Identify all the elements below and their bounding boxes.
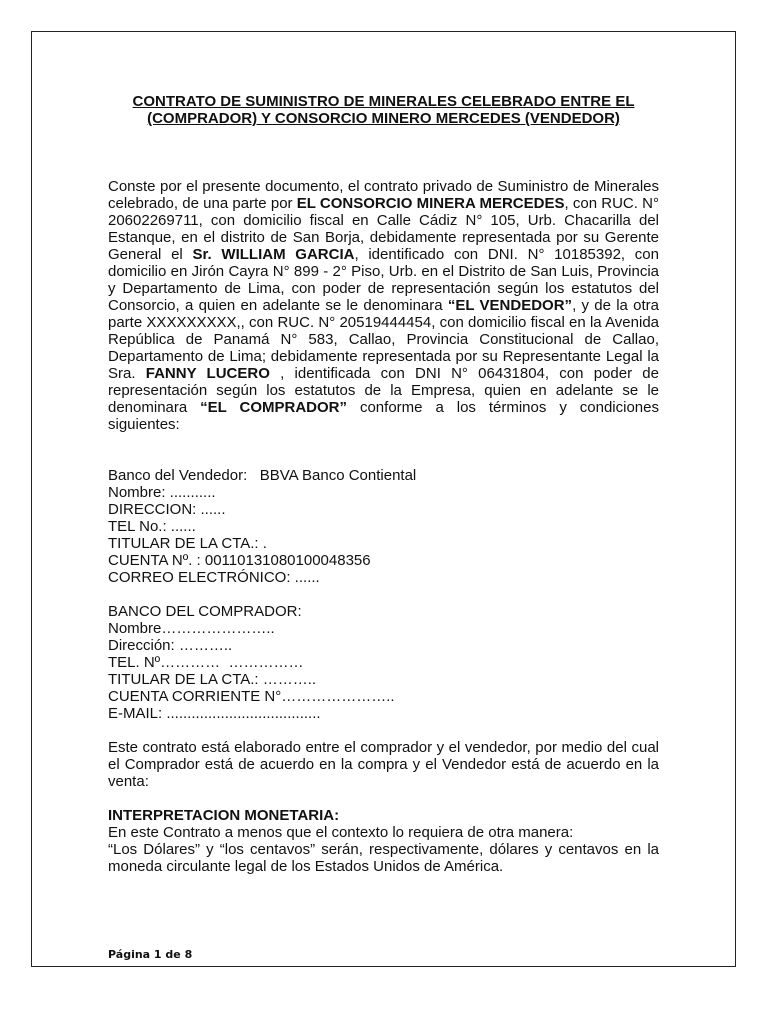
seller-representative: Sr. WILLIAM GARCIA [192, 246, 355, 263]
document-body [108, 93, 659, 875]
seller-company-name: EL CONSORCIO MINERA MERCEDES [296, 195, 565, 212]
seller-bank-line: Nombre: ........... [108, 484, 216, 501]
monetary-line-2: “Los Dólares” y “los centavos” serán, respectivamente, dólares y centavos en la moneda circulante legal de los Estados Unidos de América. [108, 841, 659, 875]
seller-bank-line: DIRECCION: ...... [108, 501, 226, 518]
buyer-bank-line: BANCO DEL COMPRADOR: [108, 603, 302, 620]
seller-bank-line: Banco del Vendedor: BBVA Banco Contiental [108, 467, 417, 484]
document-title [108, 93, 659, 127]
buyer-bank-line: Dirección: ……….. [108, 637, 233, 654]
buyer-bank-line: CUENTA CORRIENTE N°………………….. [108, 688, 395, 705]
buyer-bank-line: Nombre………………….. [108, 620, 275, 637]
buyer-bank-block [108, 603, 659, 722]
title-line-2: (COMPRADOR) Y CONSORCIO MINERO MERCEDES (VENDEDOR) [147, 110, 620, 127]
buyer-designation: “EL COMPRADOR” [200, 399, 348, 416]
seller-bank-line: TITULAR DE LA CTA.: . [108, 535, 267, 552]
intro-text-2: , con RUC. N° 20602269711, con domicilio fiscal en Calle Cádiz N° 105, Urb. Chacarilla del Estanque, en el distrito de San Borja, debidamente representada por su Gerente General el [108, 195, 659, 263]
page-number: Página 1 de 8 [108, 948, 193, 961]
closing-paragraph: Este contrato está elaborado entre el comprador y el vendedor, por medio del cual el Comprador está de acuerdo en la compra y el Vendedor está de acuerdo en la venta: [108, 739, 659, 790]
buyer-bank-line: TEL. Nº………… …………… [108, 654, 304, 671]
monetary-line-1: En este Contrato a menos que el contexto lo requiera de otra manera: [108, 824, 574, 841]
seller-bank-block [108, 467, 659, 586]
buyer-representative: FANNY LUCERO [145, 365, 270, 382]
seller-bank-line: CORREO ELECTRÓNICO: ...... [108, 569, 320, 586]
title-line-1: CONTRATO DE SUMINISTRO DE MINERALES CELEBRADO ENTRE EL [132, 93, 635, 110]
buyer-bank-line: E-MAIL: ..................................... [108, 705, 321, 722]
buyer-bank-line: TITULAR DE LA CTA.: ……….. [108, 671, 317, 688]
seller-designation: “EL VENDEDOR” [447, 297, 573, 314]
intro-text-5: , identificada con DNI N° 06431804, con poder de representación según los estatutos de la Empresa, quien en adelante se le denominara [108, 365, 659, 416]
intro-text-4: , y de la otra parte XXXXXXXXX,, con RUC. N° 20519444454, con domicilio fiscal en la Avenida República de Panamá N° 583, Callao, Provincia Constitucional de Callao, Departamento de Lima; debidamente representada por su Representante Legal la Sra. [108, 297, 660, 382]
intro-paragraph [108, 178, 659, 433]
seller-bank-line: CUENTA Nº. : 0011013108010004835​6 [108, 552, 371, 569]
seller-bank-line: TEL No.: ...... [108, 518, 196, 535]
intro-text-3: , identificado con DNI. N° 10185392, con domicilio en Jirón Cayra N° 899 - 2° Piso, Urb. en el Distrito de San Luis, Provincia y Departamento de Lima, con poder de representación según los estatutos del Consorcio, a quien en adelante se le denominara [108, 246, 659, 314]
monetary-heading: INTERPRETACION MONETARIA: [108, 807, 340, 824]
intro-text-6: conforme a los términos y condiciones siguientes: [108, 399, 659, 433]
intro-text-1: Conste por el presente documento, el contrato privado de Suministro de Minerales celebrado, de una parte por [108, 178, 659, 212]
